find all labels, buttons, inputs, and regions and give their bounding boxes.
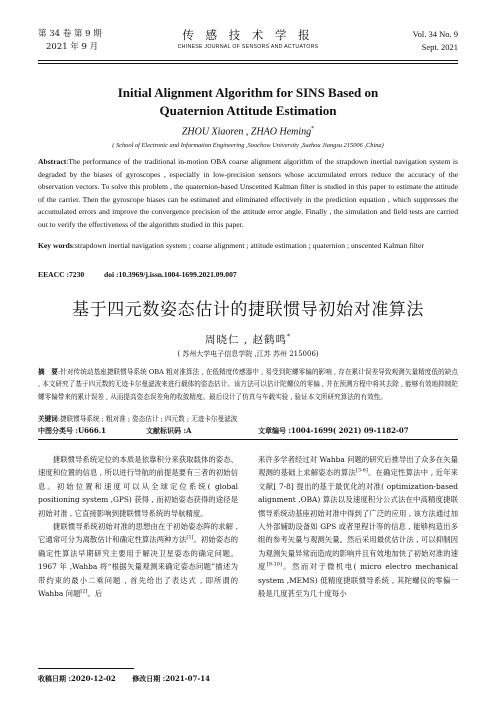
chinese-abstract	[38, 366, 458, 403]
english-abstract-label: Abstract	[38, 157, 67, 166]
body-paragraph: 捷联惯导系统初始对准的思想由在于初始姿态阵的求解 , 它通常可分为离散估计和确定性算法两种方法[1]。初始姿态的确定性算法早期研究主要用于解决卫星姿态的确定问题。1967 年 ,Wahba 将“根据矢量观测来确定姿态问题”描述为带约束的最小二乘问题 , 首先给出了表达式 , 即所谓的 Wahba 问题[2]。后	[38, 522, 238, 599]
english-keywords-label: Key words	[38, 241, 73, 250]
chinese-author-names: 周晓仁 , 赵鹤鸣	[204, 334, 287, 346]
received-date: 收稿日期 :2020-12-02	[38, 674, 116, 683]
eeacc-code: EEACC :7230	[38, 270, 85, 279]
chinese-abstract-text: :针对传统动基座捷联惯导系统 OBA 粗对准算法 , 在低精度传感器中 , 易受到陀螺零偏的影响 , 存在累计误差导致观测矢量精度低的缺点 , 本文研究了基于四元数的无迹卡尔曼滤波来进行载体的姿态估计。该方法可以估计陀螺仪的零偏 , 并在预测方程中将其去除 , 能够有效地抑制陀螺零偏带来的累计误差 , 从而提高姿态误差角的收敛精度。最后设计了仿真与车载实验 , 验证本文所研究算法的有效性。	[38, 368, 459, 401]
english-author-names: ZHOU Xiaoren , ZHAO Heming	[181, 126, 312, 138]
running-header	[38, 28, 458, 58]
section-rule	[38, 439, 458, 440]
date-en: Sept. 2021	[421, 42, 458, 52]
english-title-line-2: Quaternion Attitude Estimation	[159, 103, 337, 118]
english-authors	[38, 126, 458, 137]
chinese-authors	[38, 332, 458, 347]
body-column-left	[38, 453, 238, 600]
citation-ref[interactable]: [3-6]	[355, 467, 368, 474]
chinese-keywords	[38, 414, 458, 425]
english-keywords-text: :strapdown inertial navigation system ; coarse alignment ; attitude estimation ; quaternion ; unscented Kalman filter	[72, 241, 424, 250]
chinese-keywords-label: 关键词	[38, 415, 58, 423]
english-title	[38, 84, 458, 120]
english-abstract-text: :The performance of the traditional in-motion OBA coarse alignment algorithm of the strapdown inertial navigation system is degraded by the biases of gyroscopes , especially in low-precision sensors whose accumulated errors reduce the accuracy of the observation vectors. To solve this problem , the quaternion-based Unscented Kalman filter is studied in this paper to estimate the attitude of the carrier. Then the gyroscope biases can be estimated and eliminated effectively in the prediction equation , which suppresses the accumulated errors and improve the convergence precision of the attitude error angle. Finally , the simulation and field tests are carried out to verify the effectiveness of the algorithm studied in this paper.	[38, 157, 458, 229]
citation-ref[interactable]: [2]	[80, 588, 88, 595]
volume-cn: 第 34 卷 第 9 期	[38, 29, 102, 39]
classification-en	[38, 270, 458, 279]
journal-name	[38, 28, 458, 52]
header-rule-thin	[38, 63, 458, 64]
footnote-dates	[38, 674, 210, 684]
clc-number: 中图分类号 :U666.1	[38, 426, 107, 435]
doi: doi :10.3969/j.issn.1004-1699.2021.09.007	[104, 270, 237, 279]
body-column-right	[258, 453, 458, 600]
chinese-keywords-text: :捷联惯导系统 ; 粗对准 ; 姿态估计 ; 四元数 ; 无迹卡尔曼滤波	[57, 415, 238, 423]
english-affiliation: ( School of Electronic and Information Engineering ,Soochow University ,Suzhou Jiangsu 215006 ,China)	[112, 142, 384, 149]
english-title-line-1: Initial Alignment Algorithm for SINS Based on	[117, 85, 379, 100]
chinese-abstract-label: 摘 要	[38, 368, 58, 376]
citation-ref[interactable]: [9-10]	[266, 561, 282, 568]
volume-en: Vol. 34 No. 9	[412, 29, 458, 39]
english-abstract	[38, 156, 458, 232]
date-cn: 2021 年 9 月	[46, 42, 99, 52]
issue-info-en	[413, 28, 458, 54]
body-paragraph: 来许多学者经过对 Wahba 问题的研究后推导出了众多在矢量观测的基础上求解姿态的算法[3-6]。在确定性算法中 , 近年来文献[ 7-8] 提出的基于最优化的对准( optimization-based alignment ,OBA) 算法以及速度积分公式法在中高精度捷联惯导系统动基座初始对准中得到了广泛的应用 , 该方法通过加入外部辅助设备如 GPS 或者里程计等的信息 , 能够构造出多组的参考矢量与观测矢量。然后采用最优估计法 , 可以抑制因为观测矢量异常而造成的影响并且有效地加快了初始对准的速度[9-10]。然而对于微机电( micro electro mechanical system ,MEMS) 低精度捷联惯导系统 , 其陀螺仪的零偏一般是几度甚至为几十度每小	[258, 455, 458, 599]
journal-name-en: CHINESE JOURNAL OF SENSORS AND ACTUATORS	[177, 44, 319, 50]
citation-ref[interactable]: [1]	[186, 534, 194, 541]
chinese-affiliation: ( 苏州大学电子信息学院 ,江苏 苏州 215006)	[177, 350, 319, 358]
footnote-rule	[38, 668, 134, 669]
body-paragraph: 捷联惯导系统定位的本质是依靠积分来获取载体的姿态、速度和位置的信息 , 所以进行导航的前提是要有三者的初始信息。初始位置和速度可以从全球定位系统( global positioning system ,GPS) 获得 , 而初始姿态获得的途径是初始对准 , 它直接影响到捷联惯导系统的导航精度。	[38, 455, 238, 518]
english-keywords	[38, 240, 458, 252]
chinese-corresponding-mark: *	[287, 333, 291, 341]
chinese-title: 基于四元数姿态估计的捷联惯导初始对准算法	[72, 300, 424, 320]
corresponding-author-mark: *	[311, 126, 315, 132]
article-number: 文章编号 :1004-1699( 2021) 09-1182-07	[258, 426, 409, 435]
revised-date: 修改日期 :2021-07-14	[132, 674, 211, 683]
journal-name-cn: 传 感 技 术 学 报	[182, 28, 314, 42]
header-rule-thick	[38, 60, 458, 61]
document-code: 文献标识码 :A	[146, 426, 192, 435]
